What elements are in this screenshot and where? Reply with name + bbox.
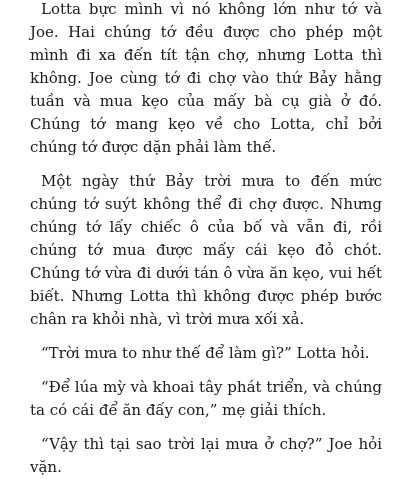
paragraph-2: Một ngày thứ Bảy trời mưa to đến mức chúng tớ suýt không thể đi chợ được. Nhưng chúng tớ lấy chiếc ô của bố và vẫn đi, rồi chúng tớ mua được mấy cái kẹo đỏ chót. Chúng tớ vừa đi dưới tán ô vừa ăn kẹo, vui hết biết. Nhưng Lotta thì không được phép bước chân ra khỏi nhà, vì trời mưa xối xả.	[30, 172, 382, 328]
story-text	[30, 0, 382, 479]
paragraph-1: Lotta bực mình vì nó không lớn như tớ và Joe. Hai chúng tớ đều được cho phép một mình đi xa đến tít tận chợ, nhưng Lotta thì không. Joe cùng tớ đi chợ vào thứ Bảy hằng tuần và mua kẹo của mấy bà cụ già ở đó. Chúng tớ mang kẹo về cho Lotta, chỉ bởi chúng tớ được dặn phải làm thế.	[30, 0, 382, 156]
paragraph-3: “Trời mưa to như thế để làm gì?” Lotta hỏi.	[41, 344, 370, 362]
paragraph-5: “Vậy thì tại sao trời lại mưa ở chợ?” Joe hỏi vặn.	[30, 435, 382, 476]
paragraph-4: “Để lúa mỳ và khoai tây phát triển, và chúng ta có cái để ăn đấy con,” mẹ giải thích.	[30, 378, 382, 419]
